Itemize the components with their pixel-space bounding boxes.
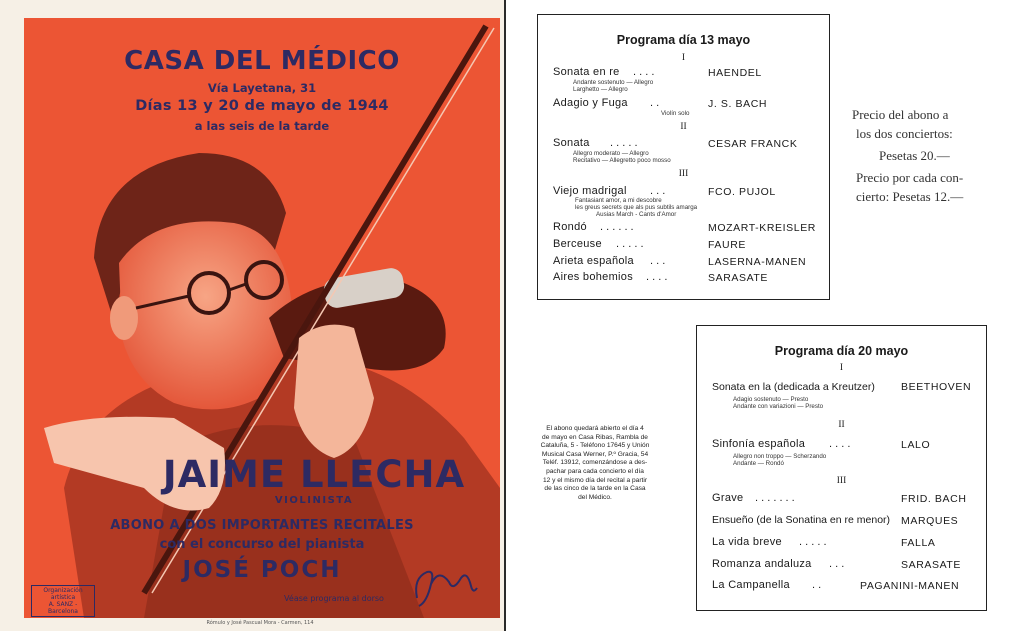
note-line: pachar para cada concierto el día: [546, 467, 644, 475]
composer-name: MARQUES: [901, 515, 959, 527]
price-line: los dos conciertos:: [856, 126, 953, 141]
section-numeral: II: [680, 122, 687, 132]
price-line: Precio del abono a: [852, 107, 949, 122]
composer-name: SARASATE: [901, 559, 962, 571]
composer-name: PAGANINI-MANEN: [860, 580, 960, 592]
work-title: Sonata: [553, 137, 590, 149]
dot-leader: . . . .: [829, 438, 851, 450]
dot-leader: . . . . . .: [600, 221, 634, 233]
subscription-note: [533, 425, 657, 502]
work-title: Adagio y Fuga: [553, 97, 628, 109]
pianist-name: JOSÉ POCH: [182, 557, 342, 583]
composer-name: HAENDEL: [708, 67, 762, 79]
composer-name: LASERNA-MANEN: [708, 256, 807, 268]
movement-line: Ausias March - Cants d'Amor: [596, 211, 677, 218]
dot-leader: . . . . .: [616, 238, 644, 250]
work-title: Romanza andaluza: [712, 558, 812, 570]
work-title: Rondó: [553, 221, 587, 233]
dot-leader: . .: [650, 97, 660, 109]
movement-line: Andante — Rondó: [733, 460, 784, 467]
work-title: Sinfonía española: [712, 438, 806, 450]
artist-signature: [409, 558, 479, 610]
dot-leader: . . .: [650, 185, 666, 197]
composer-name: FALLA: [901, 537, 936, 549]
performer-role: VIOLINISTA: [274, 495, 354, 506]
composer-name: FCO. PUJOL: [708, 186, 776, 198]
movement-line: Allegro non troppo — Scherzando: [733, 453, 827, 460]
work-title: Grave: [712, 492, 744, 504]
section-numeral: I: [839, 363, 844, 373]
program-box-13-may: [537, 14, 830, 300]
composer-name: SARASATE: [708, 272, 769, 284]
dot-leader: . . .: [829, 558, 845, 570]
dot-leader: . . .: [650, 255, 666, 267]
concert-poster: [24, 18, 500, 618]
note-line: del Médico.: [578, 493, 612, 501]
section-numeral: III: [678, 169, 689, 179]
subscription-title: ABONO A DOS IMPORTANTES RECITALES: [110, 518, 414, 533]
composer-name: FRID. BACH: [901, 493, 967, 505]
movement-line: Larghetto — Allegro: [573, 86, 628, 93]
organization-box: [31, 585, 95, 617]
dot-leader: . . . . .: [799, 536, 827, 548]
poster-page: [0, 0, 506, 631]
note-line: de las cinco de la tarde en la Casa: [544, 485, 646, 493]
section-numeral: III: [836, 476, 847, 486]
price-line: Precio por cada con-: [856, 170, 964, 185]
movement-line: Andante con variazioni — Presto: [733, 403, 824, 410]
program-box-20-may: [696, 325, 987, 611]
movement-line: Recitativo — Allegretto poco mosso: [573, 157, 671, 164]
note-line: El abono quedará abierto el día 4: [546, 425, 644, 432]
note-line: Musical Casa Werner, P.º Gracia, 54: [541, 450, 649, 458]
program-title: Programa día 13 mayo: [616, 33, 751, 47]
composer-name: MOZART-KREISLER: [708, 222, 816, 234]
poster-address: Vía Layetana, 31: [207, 81, 317, 95]
composer-name: LALO: [901, 439, 931, 451]
composer-name: FAURE: [708, 239, 747, 251]
dot-leader: . . . . . . .: [755, 492, 795, 504]
work-title: La vida breve: [712, 536, 782, 548]
organization-line-2: A. SANZ - Barcelona: [48, 601, 78, 615]
movement-line: Allegro moderato — Allegro: [573, 150, 649, 157]
poster-venue: CASA DEL MÉDICO: [124, 46, 400, 76]
dot-leader: . . . .: [646, 271, 668, 283]
price-line: Pesetas 20.—: [879, 148, 950, 163]
note-line: 12 y el mismo día del recital a partir: [542, 476, 648, 484]
work-title: Viejo madrigal: [553, 185, 627, 197]
work-title: Arieta española: [553, 255, 634, 267]
dot-leader: . . . .: [633, 66, 655, 78]
organization-line-1: Organización artística: [43, 587, 83, 601]
movement-line: les greus secrets que als pus subtils amarga: [575, 204, 698, 211]
printer-credit: Rómulo y José Pascual Mora - Carmen, 114: [206, 620, 314, 626]
composer-name: J. S. BACH: [708, 98, 768, 110]
movement-line: Fantasiant amor, a mi descobre: [575, 197, 662, 204]
section-numeral: I: [681, 53, 686, 63]
price-line: cierto: Pesetas 12.—: [856, 189, 964, 204]
see-program: Véase programa al dorso: [284, 594, 384, 603]
section-numeral: II: [838, 420, 845, 430]
movement-line: Andante sostenuto — Allegro: [573, 79, 654, 86]
work-title: La Campanella: [712, 579, 790, 591]
movement-line: Violín solo: [661, 110, 690, 117]
movement-line: Adagio sostenuto — Presto: [733, 396, 809, 403]
note-line: Cataluña, 5 - Teléfono 17645 y Unión: [540, 442, 650, 450]
composer-name: BEETHOVEN: [901, 381, 972, 393]
poster-dates: Días 13 y 20 de mayo de 1944: [135, 98, 389, 114]
performer-name: JAIME LLECHA: [162, 453, 466, 496]
work-title: Berceuse: [553, 238, 602, 250]
with-pianist: con el concurso del pianista: [159, 537, 365, 552]
composer-name: CESAR FRANCK: [708, 138, 798, 150]
dot-leader: . .: [812, 579, 822, 591]
work-title: Ensueño (de la Sonatina en re menor): [712, 514, 891, 526]
note-line: Teléf. 13912, comenzándose a des-: [542, 459, 648, 467]
work-title: Sonata en re: [553, 66, 620, 78]
program-title: Programa día 20 mayo: [774, 344, 909, 358]
dot-leader: . . . . .: [610, 137, 638, 149]
note-line: de mayo en Casa Ribas, Rambla de: [542, 433, 648, 441]
poster-time: a las seis de la tarde: [194, 119, 330, 133]
work-title: Aires bohemios: [553, 271, 634, 283]
work-title: Sonata en la (dedicada a Kreutzer): [712, 381, 875, 393]
